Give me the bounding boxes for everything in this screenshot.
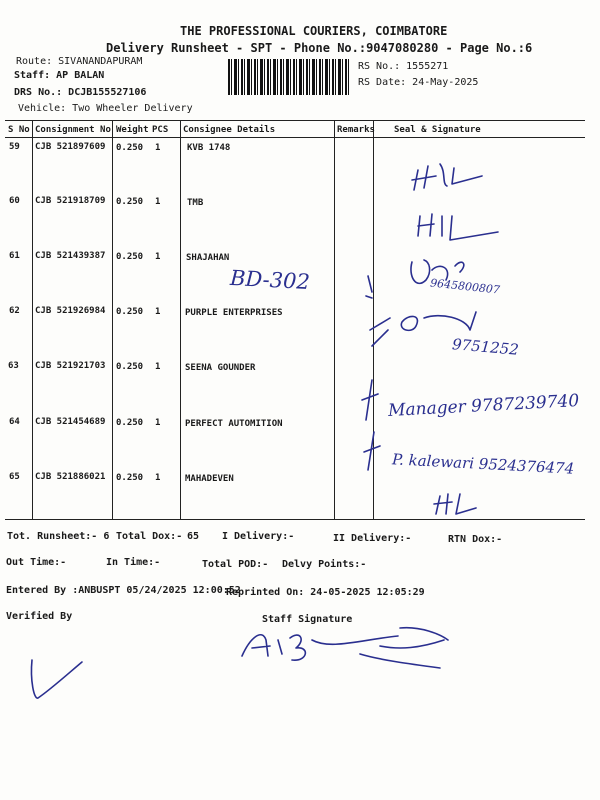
row-61-sno: 61 bbox=[9, 251, 20, 261]
row-60-weight: 0.250 bbox=[116, 197, 144, 207]
rs-date: RS Date: 24-May-2025 bbox=[358, 77, 479, 88]
verified-by: Verified By bbox=[6, 611, 73, 622]
cross-row-62 bbox=[370, 318, 390, 346]
i-delivery: I Delivery:- bbox=[222, 531, 295, 542]
tot-runsheet: Tot. Runsheet:- 6 bbox=[7, 531, 110, 542]
row-60-consignee: TMB bbox=[187, 198, 204, 208]
signature-row-61 bbox=[411, 260, 464, 283]
col-header-pcs: PCS bbox=[152, 125, 169, 135]
row-63-consignment: CJB 521921703 bbox=[35, 361, 106, 371]
row-63-sno: 63 bbox=[8, 361, 19, 371]
handwritten-note-63: Manager 9787239740 bbox=[387, 391, 580, 421]
handwritten-bd302: BD-302 bbox=[229, 265, 311, 295]
row-62-pcs: 1 bbox=[155, 307, 161, 317]
row-59-sno: 59 bbox=[9, 142, 20, 152]
delvy-points: Delvy Points:- bbox=[282, 559, 367, 570]
row-60-consignment: CJB 521918709 bbox=[35, 196, 106, 206]
rtn-dox: RTN Dox:- bbox=[448, 534, 503, 545]
col-header-sno: S No bbox=[8, 125, 30, 135]
col-header-weight: Weight bbox=[116, 125, 149, 135]
col-header-seal: Seal & Signature bbox=[394, 125, 481, 135]
row-65-weight: 0.250 bbox=[116, 473, 144, 483]
row-64-consignment: CJB 521454689 bbox=[35, 417, 106, 427]
row-61-pcs: 1 bbox=[155, 252, 161, 262]
row-65-consignment: CJB 521886021 bbox=[35, 472, 106, 482]
row-60-sno: 60 bbox=[9, 196, 20, 206]
signature-row-60 bbox=[418, 214, 498, 240]
row-62-weight: 0.250 bbox=[116, 307, 144, 317]
row-63-pcs: 1 bbox=[155, 362, 161, 372]
total-dox-value: 65 bbox=[187, 531, 200, 542]
row-64-consignee: PERFECT AUTOMITION bbox=[185, 419, 283, 429]
rs-number: RS No.: 1555271 bbox=[358, 61, 449, 72]
reprinted-on: Reprinted On: 24-05-2025 12:05:29 bbox=[226, 587, 425, 598]
total-dox-label: Total Dox:- bbox=[116, 531, 183, 542]
row-59-consignee: KVB 1748 bbox=[187, 143, 231, 153]
staff-signature-label: Staff Signature bbox=[262, 614, 353, 625]
col-header-consignment: Consignment No bbox=[35, 125, 111, 135]
row-60-pcs: 1 bbox=[155, 197, 161, 207]
handwritten-phone-61: 9645800807 bbox=[429, 276, 501, 297]
row-62-consignment: CJB 521926984 bbox=[35, 306, 106, 316]
row-65-consignee: MAHADEVEN bbox=[185, 474, 234, 484]
signature-row-65 bbox=[434, 494, 476, 514]
row-63-consignee: SEENA GOUNDER bbox=[185, 363, 256, 373]
row-59-weight: 0.250 bbox=[116, 143, 144, 153]
row-62-consignee: PURPLE ENTERPRISES bbox=[185, 308, 283, 318]
drs-number: DRS No.: DCJB155527106 bbox=[14, 87, 147, 98]
in-time: In Time:- bbox=[106, 557, 161, 568]
row-61-consignee: SHAJAHAN bbox=[186, 253, 230, 263]
vehicle: Vehicle: Two Wheeler Delivery bbox=[18, 103, 193, 114]
signature-row-62 bbox=[401, 312, 476, 330]
row-61-consignment: CJB 521439387 bbox=[35, 251, 106, 261]
route: Route: SIVANANDAPURAM bbox=[16, 56, 143, 67]
entered-by: Entered By :ANBUSPT 05/24/2025 12:00:52 bbox=[6, 585, 241, 596]
total-pod: Total POD:- bbox=[202, 559, 269, 570]
company-title: THE PROFESSIONAL COURIERS, COIMBATORE bbox=[180, 24, 448, 38]
row-64-pcs: 1 bbox=[155, 418, 161, 428]
row-59-pcs: 1 bbox=[155, 143, 161, 153]
handwritten-note-64: P. kalewari 9524376474 bbox=[391, 450, 575, 478]
staff: Staff: AP BALAN bbox=[14, 70, 105, 81]
ii-delivery: II Delivery:- bbox=[333, 533, 412, 544]
row-65-pcs: 1 bbox=[155, 473, 161, 483]
row-64-weight: 0.250 bbox=[116, 418, 144, 428]
out-time: Out Time:- bbox=[6, 557, 67, 568]
col-header-remarks: Remarks bbox=[337, 125, 375, 135]
staff-signature-scribble bbox=[242, 628, 448, 668]
col-header-consignee: Consignee Details bbox=[183, 125, 276, 135]
verified-check bbox=[31, 660, 82, 698]
runsheet-subtitle: Delivery Runsheet - SPT - Phone No.:9047080280 - Page No.:6 bbox=[106, 41, 533, 55]
row-62-sno: 62 bbox=[9, 306, 20, 316]
handwritten-phone-62: 9751252 bbox=[451, 335, 520, 359]
mark-row-63 bbox=[362, 380, 378, 420]
row-59-consignment: CJB 521897609 bbox=[35, 142, 106, 152]
row-64-sno: 64 bbox=[9, 417, 20, 427]
signature-row-59 bbox=[412, 164, 482, 190]
row-61-weight: 0.250 bbox=[116, 252, 144, 262]
row-65-sno: 65 bbox=[9, 472, 20, 482]
row-63-weight: 0.250 bbox=[116, 362, 144, 372]
tick-row-61 bbox=[366, 276, 372, 298]
mark-row-64 bbox=[364, 432, 380, 470]
